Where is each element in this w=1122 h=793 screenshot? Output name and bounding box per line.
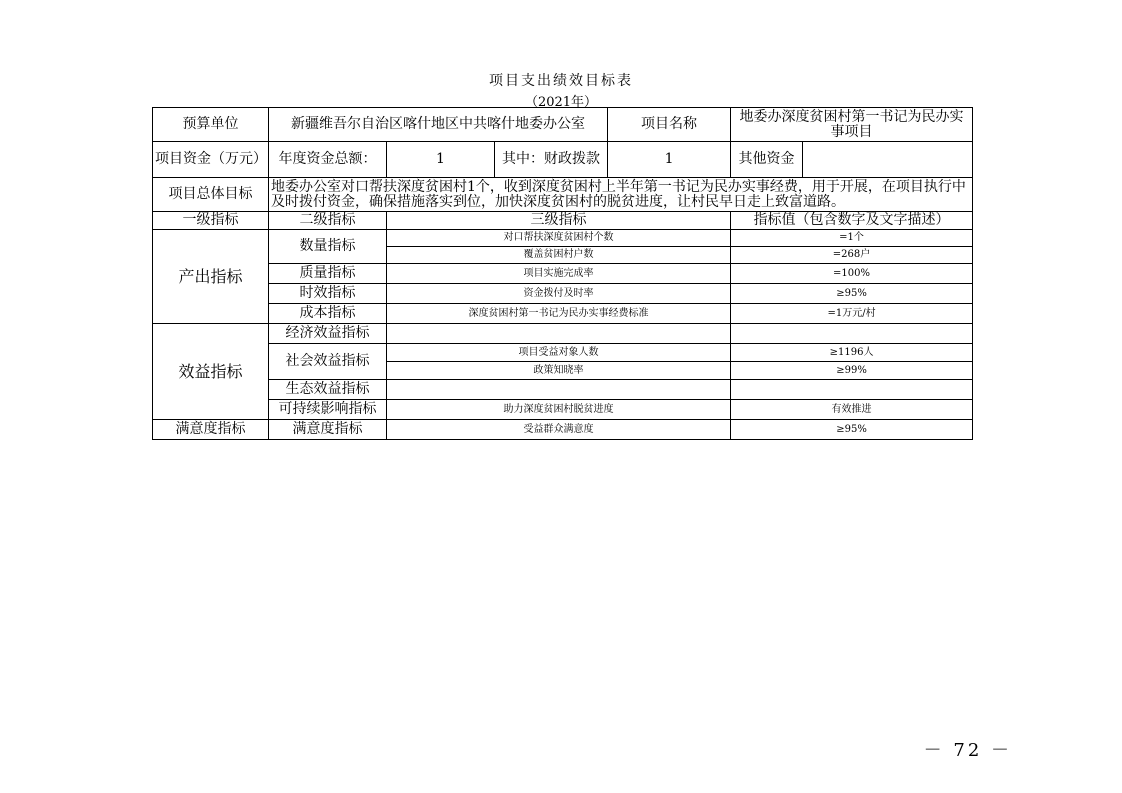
table-row-indicator: 项目实施完成率 [387, 264, 731, 284]
table-row-indicator: 资金拨付及时率 [387, 284, 731, 304]
quantity-indicator-label: 数量指标 [269, 230, 387, 264]
overall-goal-text: 地委办公室对口帮扶深度贫困村1个，收到深度贫困村上半年第一书记为民办实事经费，用于开展，在项目执行中及时拨付资金，确保措施落实到位，加快深度贫困村的脱贫进度，让村民早日走上致富道路。 [269, 178, 973, 212]
fiscal-allocation-value: 1 [608, 142, 731, 178]
table-row-value: =100% [731, 264, 973, 284]
table-row-indicator: 项目受益对象人数 [387, 344, 731, 362]
cost-indicator-label: 成本指标 [269, 304, 387, 324]
performance-target-table [152, 107, 973, 440]
table-row-indicator: 受益群众满意度 [387, 420, 731, 440]
budget-unit-value: 新疆维吾尔自治区喀什地区中共喀什地委办公室 [269, 108, 608, 142]
table-row-value: ≥95% [731, 420, 973, 440]
table-row-indicator: 政策知晓率 [387, 362, 731, 380]
annual-total-value: 1 [387, 142, 495, 178]
table-row-indicator [387, 324, 731, 344]
table-row-indicator: 助力深度贫困村脱贫进度 [387, 400, 731, 420]
overall-goal-label: 项目总体目标 [153, 178, 269, 212]
table-row-indicator: 对口帮扶深度贫困村个数 [387, 230, 731, 247]
table-row-indicator: 深度贫困村第一书记为民办实事经费标准 [387, 304, 731, 324]
column-header-level1: 一级指标 [153, 212, 269, 230]
table-row-indicator: 覆盖贫困村户数 [387, 247, 731, 264]
social-benefit-label: 社会效益指标 [269, 344, 387, 380]
output-indicator-label: 产出指标 [153, 230, 269, 324]
economic-benefit-label: 经济效益指标 [269, 324, 387, 344]
other-funds-label: 其他资金 [731, 142, 803, 178]
budget-unit-label: 预算单位 [153, 108, 269, 142]
fiscal-allocation-label: 其中：财政拨款 [495, 142, 608, 178]
quality-indicator-label: 质量指标 [269, 264, 387, 284]
other-funds-value [803, 142, 973, 178]
table-row-value: =1万元/村 [731, 304, 973, 324]
table-row-value: ≥95% [731, 284, 973, 304]
column-header-level2: 二级指标 [269, 212, 387, 230]
table-row-value: =268户 [731, 247, 973, 264]
ecological-benefit-label: 生态效益指标 [269, 380, 387, 400]
table-year: （2021年） [524, 95, 598, 110]
timeliness-indicator-label: 时效指标 [269, 284, 387, 304]
table-row-value: ≥99% [731, 362, 973, 380]
table-row-value: ≥1196人 [731, 344, 973, 362]
annual-total-label: 年度资金总额： [269, 142, 387, 178]
table-row-value [731, 324, 973, 344]
table-row-indicator [387, 380, 731, 400]
project-name-value: 地委办深度贫困村第一书记为民办实事项目 [731, 108, 973, 142]
page-number: － 72 － [923, 740, 1012, 761]
satisfaction-level2-label: 满意度指标 [269, 420, 387, 440]
column-header-level3: 三级指标 [387, 212, 731, 230]
satisfaction-indicator-label: 满意度指标 [153, 420, 269, 440]
table-title: 项目支出绩效目标表 [489, 73, 633, 89]
project-name-label: 项目名称 [608, 108, 731, 142]
table-row-value: =1个 [731, 230, 973, 247]
benefit-indicator-label: 效益指标 [153, 324, 269, 420]
column-header-value: 指标值（包含数字及文字描述） [731, 212, 973, 230]
table-row-value [731, 380, 973, 400]
table-row-value: 有效推进 [731, 400, 973, 420]
project-funds-label: 项目资金（万元） [153, 142, 269, 178]
sustainable-impact-label: 可持续影响指标 [269, 400, 387, 420]
